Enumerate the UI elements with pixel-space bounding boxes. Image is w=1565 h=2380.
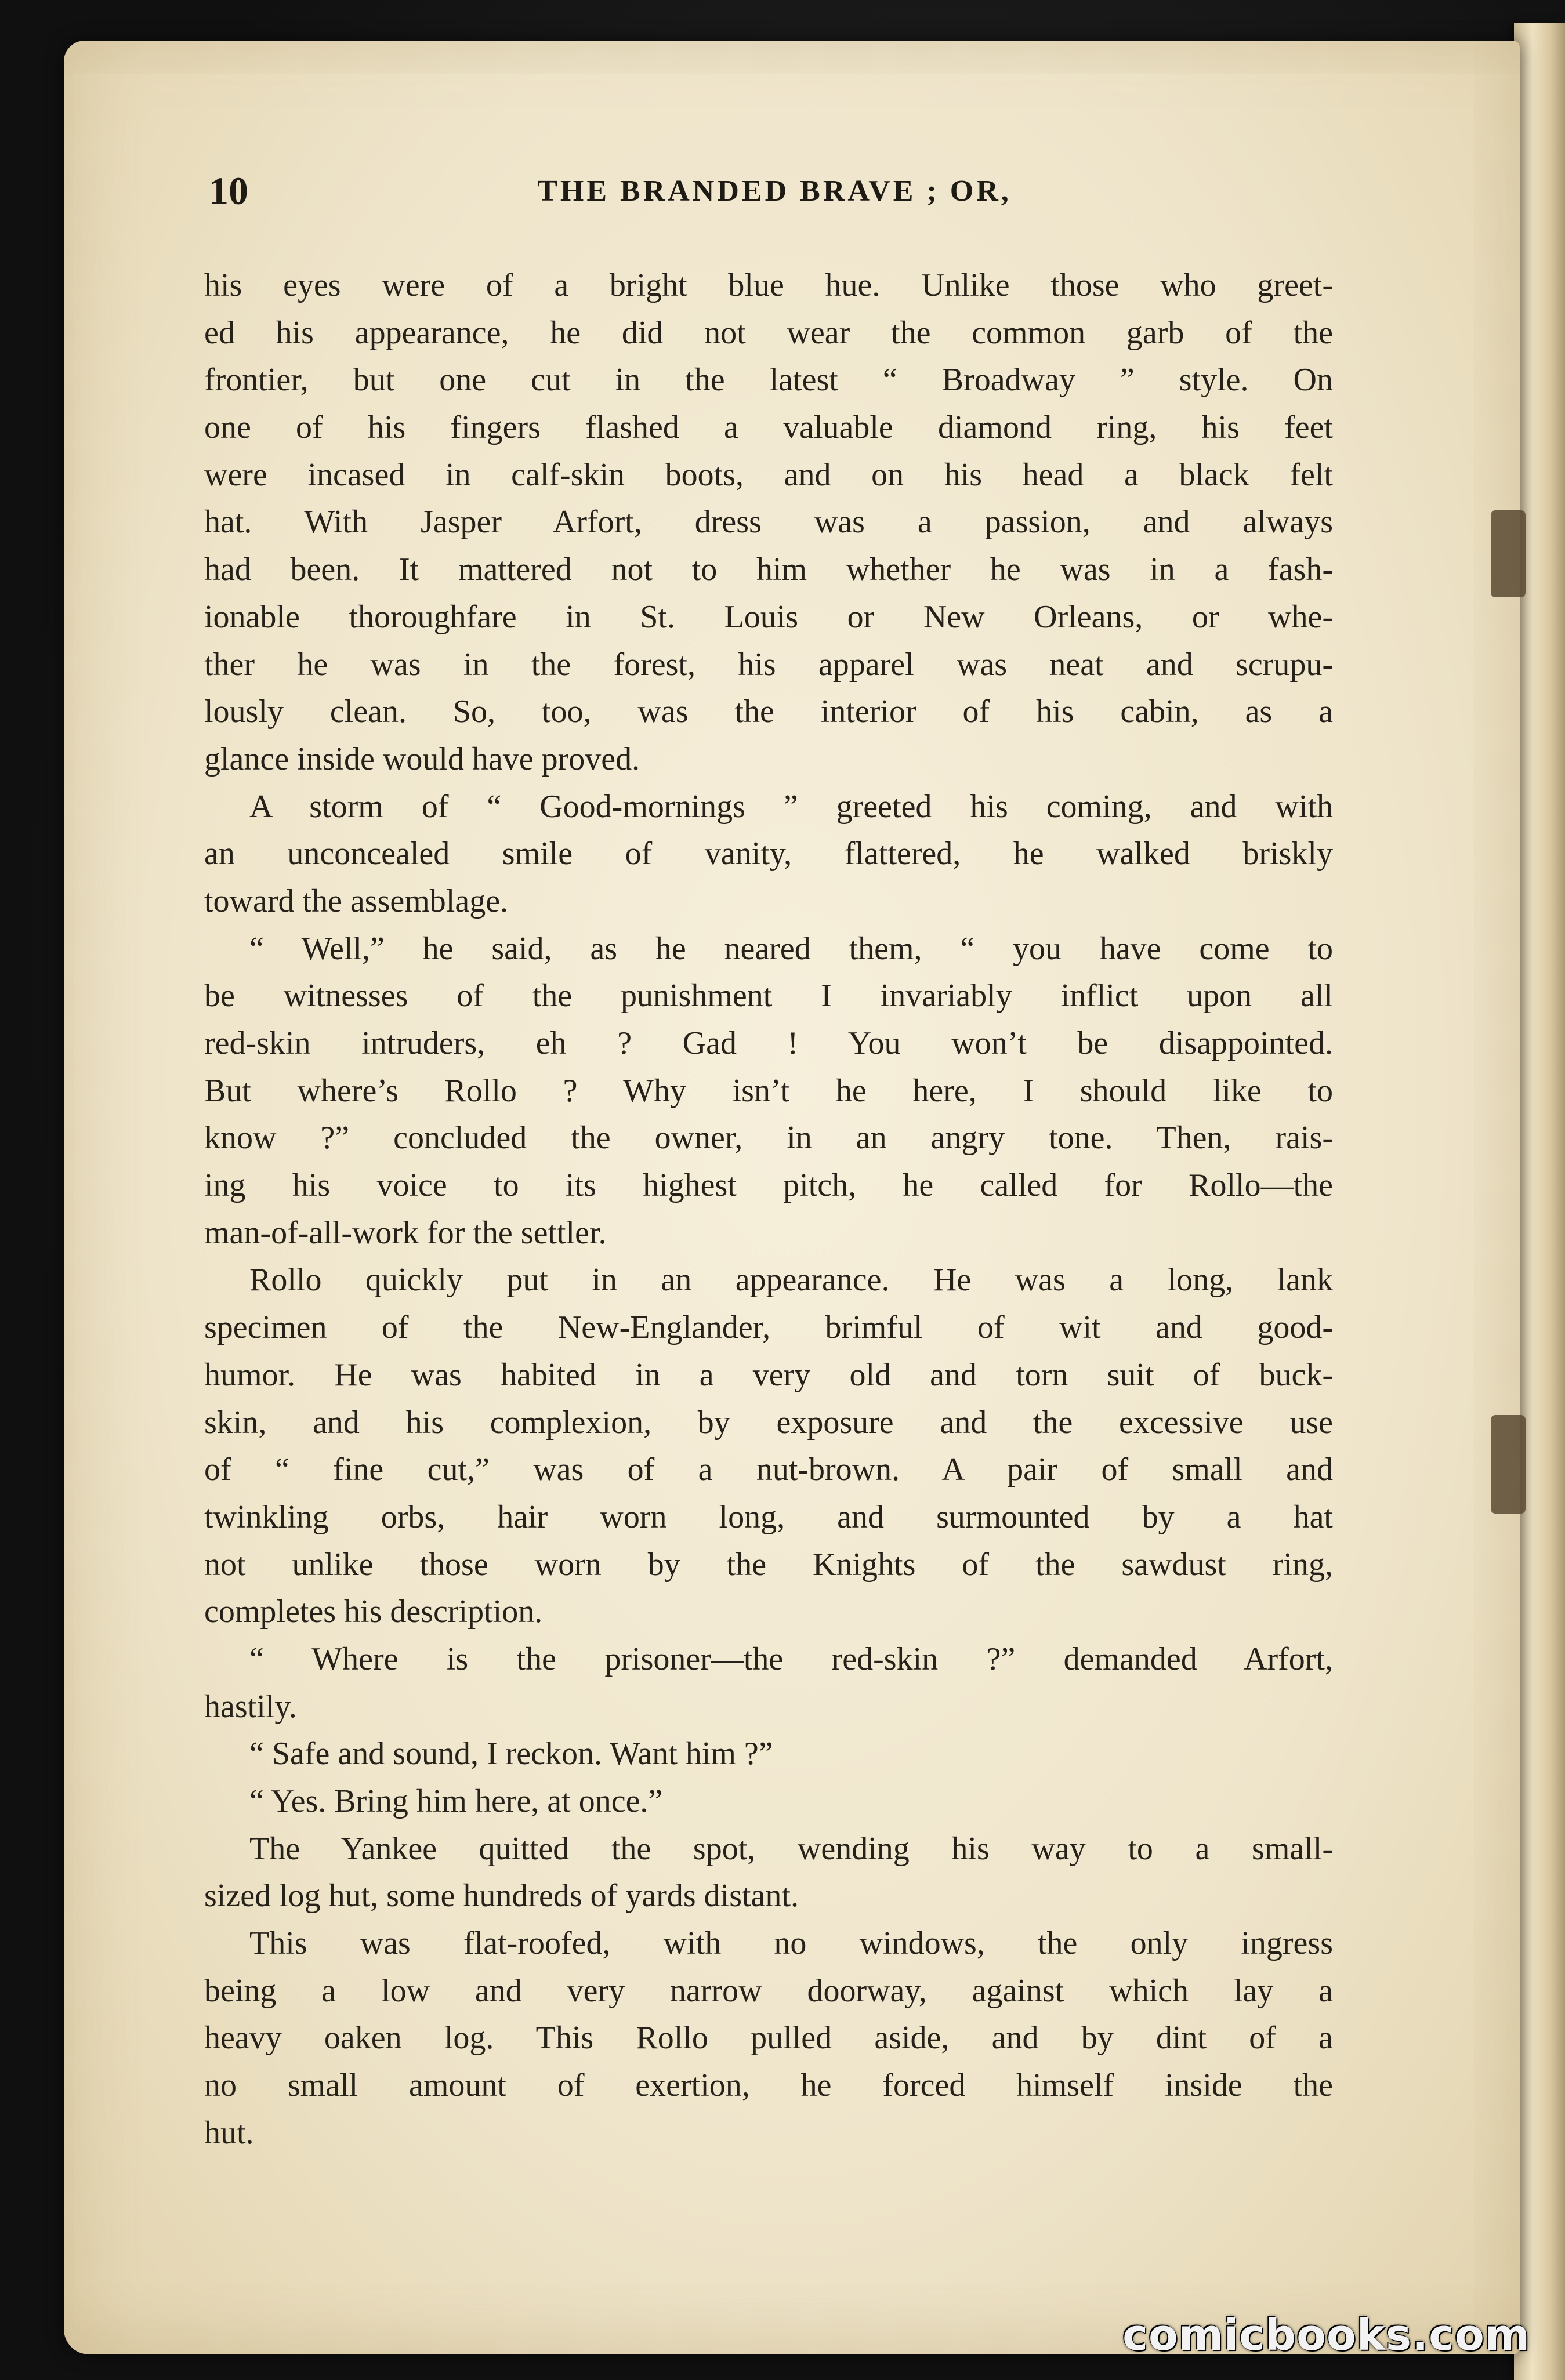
text-line: had been. It mattered not to him whether he was in a fash- xyxy=(204,552,1333,588)
text-line: frontier, but one cut in the latest “ Broadway ” style. On xyxy=(204,362,1333,398)
text-line: completes his description. xyxy=(204,1594,543,1630)
text-line: being a low and very narrow doorway, against which lay a xyxy=(204,1972,1333,2009)
paper-tear xyxy=(1491,510,1526,597)
text-line: ther he was in the forest, his apparel was neat and scrupu- xyxy=(204,646,1333,683)
text-line: know ?” concluded the owner, in an angry tone. Then, rais- xyxy=(204,1120,1333,1156)
page-header xyxy=(209,168,1340,232)
text-line: twinkling orbs, hair worn long, and surmounted by a hat xyxy=(204,1499,1333,1535)
text-line: be witnesses of the punishment I invariably inflict upon all xyxy=(204,978,1333,1014)
text-line: hut. xyxy=(204,2114,254,2151)
text-line: toward the assemblage. xyxy=(204,883,509,919)
text-line: heavy oaken log. This Rollo pulled aside, and by dint of a xyxy=(204,2020,1333,2056)
text-line: The Yankee quitted the spot, wending his way to a small- xyxy=(249,1830,1333,1867)
text-line: lously clean. So, too, was the interior of his cabin, as a xyxy=(204,694,1333,730)
text-line: sized log hut, some hundreds of yards distant. xyxy=(204,1878,799,1914)
text-line: “ Yes. Bring him here, at once.” xyxy=(249,1783,663,1819)
text-line: one of his fingers flashed a valuable diamond ring, his feet xyxy=(204,409,1333,446)
text-line: “ Where is the prisoner—the red-skin ?” demanded Arfort, xyxy=(249,1641,1333,1677)
text-line: specimen of the New-Englander, brimful of wit and good- xyxy=(204,1309,1333,1346)
text-line: “ Well,” he said, as he neared them, “ you have come to xyxy=(249,930,1333,967)
page-number: 10 xyxy=(209,169,248,213)
paper-tear xyxy=(1491,1415,1526,1514)
text-line: ionable thoroughfare in St. Louis or New Orleans, or whe- xyxy=(204,598,1333,635)
body-text xyxy=(204,262,1333,2157)
text-line: no small amount of exertion, he forced himself inside the xyxy=(204,2067,1333,2104)
next-page-edge xyxy=(1514,23,1565,2380)
text-line: not unlike those worn by the Knights of the sawdust ring, xyxy=(204,1546,1333,1583)
text-line: ed his appearance, he did not wear the common garb of the xyxy=(204,314,1333,351)
text-line: A storm of “ Good-mornings ” greeted his coming, and with xyxy=(249,788,1333,825)
text-line: an unconcealed smile of vanity, flattered, he walked briskly xyxy=(204,836,1333,872)
running-head: THE BRANDED BRAVE ; OR, xyxy=(537,175,1012,208)
text-line: man-of-all-work for the settler. xyxy=(204,1214,607,1251)
text-line: “ Safe and sound, I reckon. Want him ?” xyxy=(249,1736,773,1772)
text-line: skin, and his complexion, by exposure and the excessive use xyxy=(204,1404,1333,1441)
text-line: red-skin intruders, eh ? Gad ! You won’t be disappointed. xyxy=(204,1025,1333,1061)
site-watermark: comicbooks.com xyxy=(1122,2310,1530,2360)
text-line: Rollo quickly put in an appearance. He was a long, lank xyxy=(249,1262,1333,1298)
text-line: were incased in calf-skin boots, and on his head a black felt xyxy=(204,456,1333,493)
text-line: ing his voice to its highest pitch, he called for Rollo—the xyxy=(204,1167,1333,1204)
text-line: glance inside would have proved. xyxy=(204,741,640,777)
text-line: of “ fine cut,” was of a nut-brown. A pair of small and xyxy=(204,1452,1333,1488)
text-line: humor. He was habited in a very old and torn suit of buck- xyxy=(204,1356,1333,1393)
text-line: hat. With Jasper Arfort, dress was a passion, and always xyxy=(204,504,1333,540)
text-line: But where’s Rollo ? Why isn’t he here, I should like to xyxy=(204,1072,1333,1109)
text-line: This was flat-roofed, with no windows, the only ingress xyxy=(249,1925,1333,1962)
text-line: his eyes were of a bright blue hue. Unlike those who greet- xyxy=(204,267,1333,303)
text-line: hastily. xyxy=(204,1688,297,1725)
